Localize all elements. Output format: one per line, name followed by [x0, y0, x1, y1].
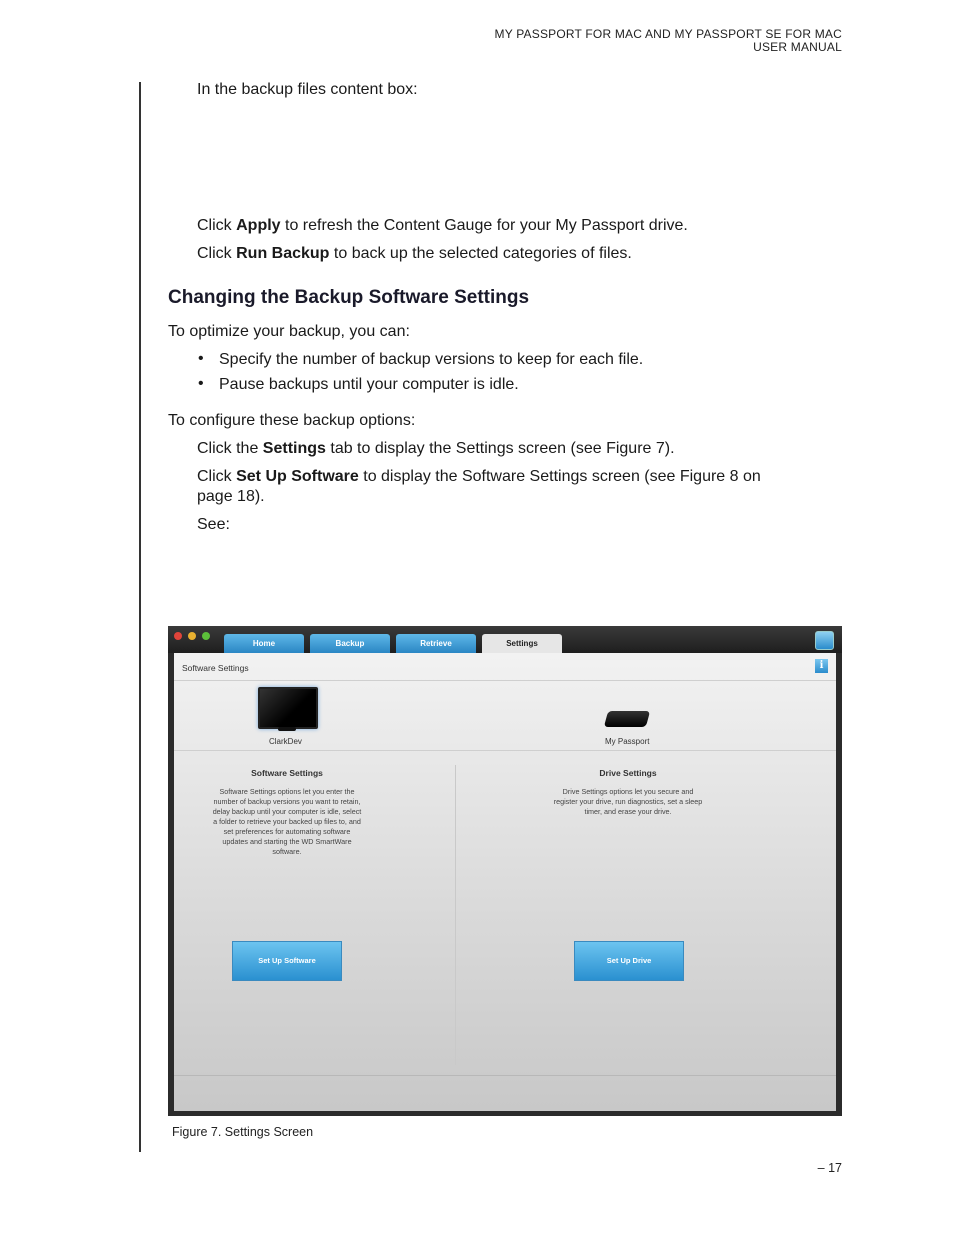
section-intro: To optimize your backup, you can:	[168, 323, 410, 340]
wd-app-icon[interactable]	[815, 631, 834, 650]
header-line-2: USER MANUAL	[753, 40, 842, 54]
step-run-pre: Click	[197, 245, 237, 262]
step-apply	[197, 216, 688, 236]
divider	[174, 750, 836, 751]
panel-title: Software Settings	[182, 663, 249, 673]
bottom-divider	[174, 1075, 836, 1076]
step-apply-bold: Apply	[236, 217, 281, 234]
tab-retrieve[interactable]: Retrieve	[396, 634, 476, 653]
page-number: – 17	[817, 1161, 842, 1175]
tab-settings[interactable]: Settings	[482, 634, 562, 654]
bullet-text-2: Pause backups until your computer is idle.	[219, 376, 519, 393]
divider	[174, 680, 836, 681]
tab-backup[interactable]: Backup	[310, 634, 390, 653]
computer-icon	[258, 687, 318, 729]
close-icon[interactable]	[174, 632, 182, 640]
bullet-text-1: Specify the number of backup versions to keep for each file.	[219, 351, 644, 368]
step1-pre: Click the	[197, 440, 263, 457]
minimize-icon[interactable]	[188, 632, 196, 640]
figure-caption: Figure 7. Settings Screen	[172, 1125, 314, 1139]
column-divider	[455, 765, 456, 1065]
info-icon[interactable]: i	[815, 659, 828, 673]
backup-box-intro: In the backup files content box:	[197, 81, 418, 98]
step-run-backup	[197, 244, 632, 264]
step-run-post: to back up the selected categories of files.	[329, 245, 632, 262]
step2-continuation: page 18).	[197, 488, 265, 505]
drive-label: My Passport	[605, 737, 650, 746]
drive-settings-heading: Drive Settings	[599, 768, 657, 778]
section-title: Changing the Backup Software Settings	[168, 287, 530, 308]
set-up-drive-button[interactable]: Set Up Drive	[574, 941, 684, 981]
bullet-item: •	[198, 375, 204, 392]
header-line-1: MY PASSPORT FOR MAC AND MY PASSPORT SE FOR MAC	[494, 27, 842, 41]
step2-bold: Set Up Software	[236, 468, 359, 485]
step-run-bold: Run Backup	[236, 245, 330, 262]
settings-panel	[174, 653, 836, 1111]
see-label: See:	[197, 516, 230, 533]
step1-post: tab to display the Settings screen (see Figure 7).	[325, 440, 675, 457]
set-up-software-button[interactable]: Set Up Software	[232, 941, 342, 981]
configure-intro: To configure these backup options:	[168, 412, 416, 429]
running-header	[495, 28, 843, 54]
step1-bold: Settings	[262, 440, 326, 457]
computer-label: ClarkDev	[269, 737, 302, 746]
step-setup-software	[197, 467, 761, 487]
computer-stand	[278, 727, 296, 731]
step-settings-tab	[197, 439, 675, 459]
settings-screenshot	[168, 626, 842, 1116]
drive-settings-description: Drive Settings options let you secure and register your drive, run diagnostics, set a sleep timer, and erase your drive.	[553, 787, 703, 816]
step2-pre: Click	[197, 468, 237, 485]
window-titlebar	[168, 626, 842, 653]
step2-post: to display the Software Settings screen (see Figure 8 on	[358, 468, 761, 485]
software-settings-heading: Software Settings	[251, 768, 323, 778]
bullet-item: •	[198, 350, 204, 367]
step-apply-post: to refresh the Content Gauge for your My Passport drive.	[280, 217, 688, 234]
drive-icon	[604, 711, 650, 727]
software-settings-description: Software Settings options let you enter the number of backup versions you want to retain, delay backup until your computer is idle, select a folder to retrieve your backed up files to, and set preferences for automating software updates and starting the WD SmartWare software.	[212, 787, 362, 856]
tab-home[interactable]: Home	[224, 634, 304, 653]
zoom-icon[interactable]	[202, 632, 210, 640]
step-apply-pre: Click	[197, 217, 237, 234]
change-bar	[139, 82, 141, 1152]
